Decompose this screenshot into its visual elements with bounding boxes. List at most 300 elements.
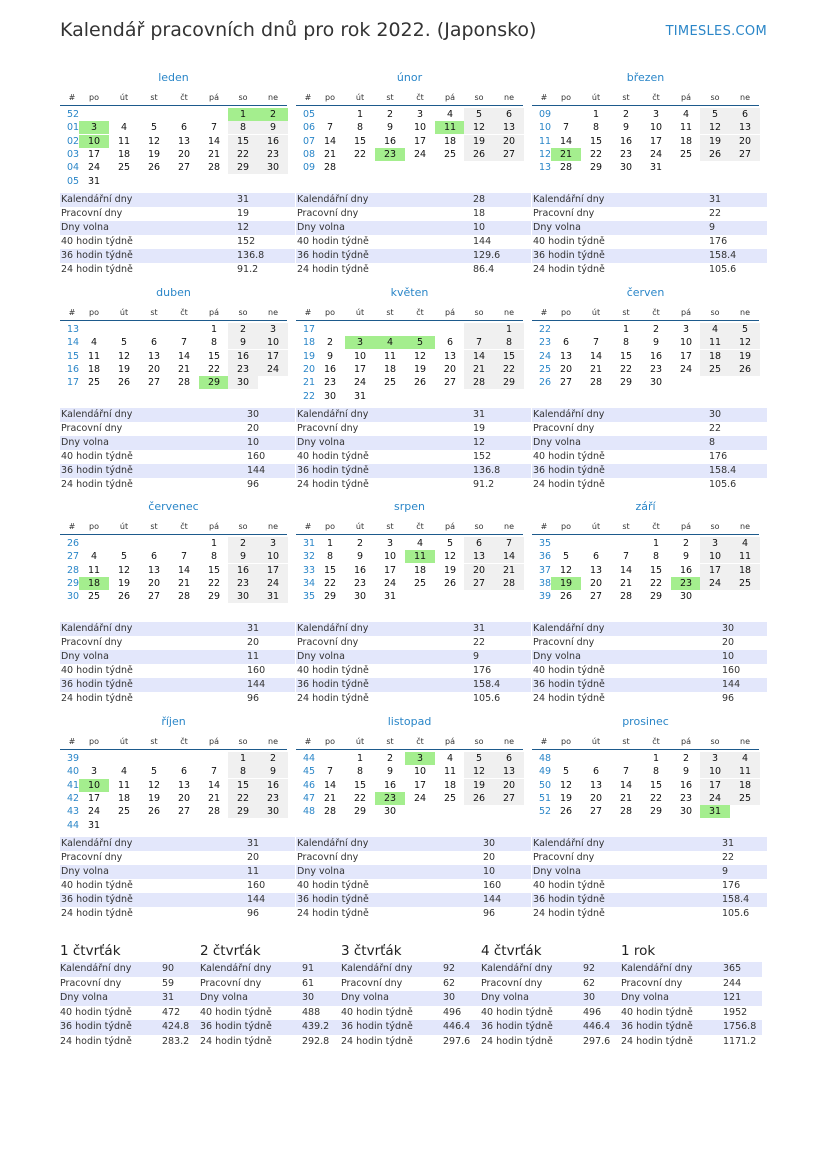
day-cell[interactable]: 28 bbox=[589, 377, 603, 389]
day-cell[interactable]: 15 bbox=[649, 564, 663, 576]
day-cell[interactable]: 27 bbox=[177, 162, 191, 174]
day-cell[interactable]: 27 bbox=[464, 577, 494, 590]
day-cell[interactable]: 29 bbox=[649, 806, 663, 818]
day-cell[interactable]: 20 bbox=[559, 363, 573, 375]
day-cell[interactable]: 24 bbox=[258, 363, 288, 376]
day-cell[interactable]: 24 bbox=[258, 577, 288, 590]
day-cell[interactable]: 3 bbox=[700, 752, 730, 765]
day-cell[interactable]: 8 bbox=[356, 122, 364, 134]
day-cell[interactable]: 22 bbox=[649, 792, 663, 804]
day-cell[interactable]: 19 bbox=[730, 350, 760, 363]
holiday-day[interactable]: 3 bbox=[79, 121, 109, 134]
day-cell[interactable]: 2 bbox=[622, 109, 630, 120]
holiday-day[interactable]: 23 bbox=[671, 577, 701, 590]
day-cell[interactable]: 10 bbox=[258, 550, 288, 563]
day-cell[interactable]: 5 bbox=[120, 551, 128, 563]
day-cell[interactable]: 6 bbox=[446, 337, 454, 349]
day-cell[interactable]: 5 bbox=[150, 122, 158, 134]
day-cell[interactable]: 15 bbox=[207, 350, 221, 362]
day-cell[interactable]: 15 bbox=[228, 135, 258, 148]
day-cell[interactable]: 2 bbox=[228, 537, 258, 550]
day-cell[interactable]: 13 bbox=[177, 779, 191, 791]
day-cell[interactable]: 22 bbox=[228, 148, 258, 161]
day-cell[interactable]: 11 bbox=[87, 564, 101, 576]
holiday-day[interactable]: 23 bbox=[375, 148, 405, 161]
day-cell[interactable]: 23 bbox=[679, 792, 693, 804]
day-cell[interactable]: 4 bbox=[90, 337, 98, 349]
day-cell[interactable]: 8 bbox=[228, 765, 258, 778]
day-cell[interactable]: 8 bbox=[494, 336, 524, 349]
day-cell[interactable]: 3 bbox=[90, 766, 98, 778]
day-cell[interactable]: 21 bbox=[177, 363, 191, 375]
day-cell[interactable]: 23 bbox=[619, 148, 633, 160]
day-cell[interactable]: 10 bbox=[700, 550, 730, 563]
holiday-day[interactable]: 4 bbox=[375, 336, 405, 349]
day-cell[interactable]: 27 bbox=[589, 591, 603, 603]
day-cell[interactable]: 29 bbox=[619, 377, 633, 389]
day-cell[interactable]: 18 bbox=[443, 135, 457, 147]
day-cell[interactable]: 16 bbox=[228, 564, 258, 577]
day-cell[interactable]: 5 bbox=[562, 766, 570, 778]
day-cell[interactable]: 18 bbox=[700, 350, 730, 363]
holiday-day[interactable]: 29 bbox=[199, 376, 229, 389]
day-cell[interactable]: 30 bbox=[619, 162, 633, 174]
day-cell[interactable]: 9 bbox=[682, 551, 690, 563]
day-cell[interactable]: 8 bbox=[210, 551, 218, 563]
day-cell[interactable]: 15 bbox=[228, 779, 258, 792]
day-cell[interactable]: 11 bbox=[117, 779, 131, 791]
day-cell[interactable]: 3 bbox=[416, 109, 424, 120]
day-cell[interactable]: 7 bbox=[180, 551, 188, 563]
day-cell[interactable]: 24 bbox=[649, 148, 663, 160]
day-cell[interactable]: 5 bbox=[120, 337, 128, 349]
holiday-day[interactable]: 3 bbox=[405, 752, 435, 765]
day-cell[interactable]: 12 bbox=[147, 779, 161, 791]
holiday-day[interactable]: 3 bbox=[345, 336, 375, 349]
day-cell[interactable]: 1 bbox=[228, 752, 258, 765]
day-cell[interactable]: 9 bbox=[228, 336, 258, 349]
day-cell[interactable]: 26 bbox=[559, 591, 573, 603]
day-cell[interactable]: 12 bbox=[413, 350, 427, 362]
day-cell[interactable]: 21 bbox=[494, 564, 524, 577]
holiday-day[interactable]: 18 bbox=[79, 577, 109, 590]
day-cell[interactable]: 30 bbox=[649, 377, 663, 389]
day-cell[interactable]: 8 bbox=[592, 122, 600, 134]
day-cell[interactable]: 22 bbox=[207, 363, 221, 375]
day-cell[interactable]: 5 bbox=[464, 752, 494, 765]
day-cell[interactable]: 20 bbox=[494, 135, 524, 148]
day-cell[interactable]: 3 bbox=[258, 537, 288, 550]
day-cell[interactable]: 21 bbox=[323, 148, 337, 160]
day-cell[interactable]: 7 bbox=[622, 551, 630, 563]
day-cell[interactable]: 6 bbox=[730, 108, 760, 121]
day-cell[interactable]: 3 bbox=[700, 537, 730, 550]
day-cell[interactable]: 25 bbox=[679, 148, 693, 160]
day-cell[interactable]: 4 bbox=[120, 122, 128, 134]
day-cell[interactable]: 27 bbox=[559, 377, 573, 389]
day-cell[interactable]: 1 bbox=[622, 324, 630, 335]
day-cell[interactable]: 24 bbox=[383, 577, 397, 589]
holiday-day[interactable]: 21 bbox=[551, 148, 581, 161]
holiday-day[interactable]: 10 bbox=[79, 135, 109, 148]
day-cell[interactable]: 13 bbox=[147, 350, 161, 362]
day-cell[interactable]: 22 bbox=[649, 577, 663, 589]
day-cell[interactable]: 24 bbox=[353, 377, 367, 389]
day-cell[interactable]: 1 bbox=[356, 109, 364, 120]
day-cell[interactable]: 8 bbox=[652, 551, 660, 563]
day-cell[interactable]: 16 bbox=[228, 350, 258, 363]
day-cell[interactable]: 29 bbox=[207, 591, 221, 603]
day-cell[interactable]: 24 bbox=[700, 577, 730, 590]
day-cell[interactable]: 16 bbox=[679, 779, 693, 791]
day-cell[interactable]: 9 bbox=[622, 122, 630, 134]
day-cell[interactable]: 7 bbox=[562, 122, 570, 134]
day-cell[interactable]: 17 bbox=[679, 350, 693, 362]
day-cell[interactable]: 14 bbox=[464, 350, 494, 363]
day-cell[interactable]: 10 bbox=[413, 766, 427, 778]
day-cell[interactable]: 11 bbox=[87, 350, 101, 362]
day-cell[interactable]: 14 bbox=[323, 779, 337, 791]
day-cell[interactable]: 7 bbox=[326, 122, 334, 134]
day-cell[interactable]: 17 bbox=[258, 350, 288, 363]
day-cell[interactable]: 15 bbox=[323, 564, 337, 576]
day-cell[interactable]: 16 bbox=[383, 779, 397, 791]
day-cell[interactable]: 24 bbox=[87, 162, 101, 174]
day-cell[interactable]: 31 bbox=[383, 591, 397, 603]
day-cell[interactable]: 28 bbox=[207, 162, 221, 174]
day-cell[interactable]: 4 bbox=[682, 109, 690, 120]
day-cell[interactable]: 5 bbox=[562, 551, 570, 563]
day-cell[interactable]: 7 bbox=[210, 122, 218, 134]
day-cell[interactable]: 30 bbox=[228, 376, 258, 389]
day-cell[interactable]: 23 bbox=[228, 577, 258, 590]
day-cell[interactable]: 1 bbox=[652, 753, 660, 764]
day-cell[interactable]: 14 bbox=[177, 564, 191, 576]
day-cell[interactable]: 23 bbox=[323, 377, 337, 389]
day-cell[interactable]: 31 bbox=[649, 162, 663, 174]
day-cell[interactable]: 6 bbox=[494, 108, 524, 121]
day-cell[interactable]: 10 bbox=[700, 765, 730, 778]
day-cell[interactable]: 29 bbox=[494, 376, 524, 389]
day-cell[interactable]: 17 bbox=[87, 148, 101, 160]
day-cell[interactable]: 17 bbox=[383, 564, 397, 576]
day-cell[interactable]: 5 bbox=[150, 766, 158, 778]
day-cell[interactable]: 26 bbox=[559, 806, 573, 818]
day-cell[interactable]: 3 bbox=[652, 109, 660, 120]
day-cell[interactable]: 9 bbox=[682, 766, 690, 778]
day-cell[interactable]: 18 bbox=[413, 564, 427, 576]
day-cell[interactable]: 25 bbox=[383, 377, 397, 389]
day-cell[interactable]: 29 bbox=[353, 806, 367, 818]
day-cell[interactable]: 1 bbox=[494, 323, 524, 336]
day-cell[interactable]: 17 bbox=[649, 135, 663, 147]
day-cell[interactable]: 16 bbox=[258, 135, 288, 148]
day-cell[interactable]: 28 bbox=[177, 591, 191, 603]
day-cell[interactable]: 13 bbox=[443, 350, 457, 362]
day-cell[interactable]: 16 bbox=[323, 363, 337, 375]
day-cell[interactable]: 25 bbox=[730, 792, 760, 805]
day-cell[interactable]: 31 bbox=[87, 819, 101, 831]
day-cell[interactable]: 24 bbox=[700, 792, 730, 805]
day-cell[interactable]: 17 bbox=[700, 779, 730, 792]
day-cell[interactable]: 19 bbox=[559, 792, 573, 804]
day-cell[interactable]: 25 bbox=[730, 577, 760, 590]
day-cell[interactable]: 8 bbox=[356, 766, 364, 778]
day-cell[interactable]: 17 bbox=[87, 792, 101, 804]
day-cell[interactable]: 10 bbox=[679, 337, 693, 349]
day-cell[interactable]: 9 bbox=[258, 121, 288, 134]
day-cell[interactable]: 29 bbox=[228, 161, 258, 174]
day-cell[interactable]: 20 bbox=[589, 792, 603, 804]
day-cell[interactable]: 25 bbox=[413, 577, 427, 589]
day-cell[interactable]: 14 bbox=[207, 135, 221, 147]
day-cell[interactable]: 1 bbox=[210, 324, 218, 335]
day-cell[interactable]: 5 bbox=[446, 538, 454, 549]
day-cell[interactable]: 19 bbox=[700, 135, 730, 148]
day-cell[interactable]: 7 bbox=[622, 766, 630, 778]
day-cell[interactable]: 9 bbox=[386, 766, 394, 778]
day-cell[interactable]: 22 bbox=[353, 792, 367, 804]
day-cell[interactable]: 6 bbox=[150, 551, 158, 563]
day-cell[interactable]: 30 bbox=[353, 591, 367, 603]
day-cell[interactable]: 23 bbox=[649, 363, 663, 375]
day-cell[interactable]: 25 bbox=[443, 792, 457, 804]
day-cell[interactable]: 8 bbox=[652, 766, 660, 778]
day-cell[interactable]: 11 bbox=[730, 550, 760, 563]
day-cell[interactable]: 16 bbox=[649, 350, 663, 362]
day-cell[interactable]: 21 bbox=[619, 577, 633, 589]
day-cell[interactable]: 26 bbox=[730, 363, 760, 376]
day-cell[interactable]: 13 bbox=[589, 779, 603, 791]
day-cell[interactable]: 2 bbox=[682, 538, 690, 549]
day-cell[interactable]: 6 bbox=[150, 337, 158, 349]
day-cell[interactable]: 21 bbox=[464, 363, 494, 376]
day-cell[interactable]: 16 bbox=[619, 135, 633, 147]
day-cell[interactable]: 3 bbox=[258, 323, 288, 336]
day-cell[interactable]: 28 bbox=[323, 806, 337, 818]
day-cell[interactable]: 10 bbox=[649, 122, 663, 134]
day-cell[interactable]: 12 bbox=[700, 121, 730, 134]
holiday-day[interactable]: 5 bbox=[405, 336, 435, 349]
day-cell[interactable]: 4 bbox=[90, 551, 98, 563]
day-cell[interactable]: 5 bbox=[730, 323, 760, 336]
holiday-day[interactable]: 31 bbox=[700, 805, 730, 818]
day-cell[interactable]: 17 bbox=[258, 564, 288, 577]
day-cell[interactable]: 4 bbox=[730, 537, 760, 550]
day-cell[interactable]: 18 bbox=[383, 363, 397, 375]
day-cell[interactable]: 12 bbox=[147, 135, 161, 147]
day-cell[interactable]: 27 bbox=[147, 591, 161, 603]
day-cell[interactable]: 14 bbox=[589, 350, 603, 362]
day-cell[interactable]: 10 bbox=[258, 336, 288, 349]
day-cell[interactable]: 28 bbox=[494, 577, 524, 590]
day-cell[interactable]: 10 bbox=[383, 551, 397, 563]
day-cell[interactable]: 23 bbox=[353, 577, 367, 589]
day-cell[interactable]: 21 bbox=[323, 792, 337, 804]
day-cell[interactable]: 25 bbox=[117, 806, 131, 818]
day-cell[interactable]: 2 bbox=[228, 323, 258, 336]
day-cell[interactable]: 25 bbox=[443, 148, 457, 160]
day-cell[interactable]: 16 bbox=[679, 564, 693, 576]
day-cell[interactable]: 23 bbox=[258, 148, 288, 161]
day-cell[interactable]: 19 bbox=[117, 577, 131, 589]
day-cell[interactable]: 21 bbox=[207, 148, 221, 160]
day-cell[interactable]: 9 bbox=[356, 551, 364, 563]
day-cell[interactable]: 18 bbox=[679, 135, 693, 147]
day-cell[interactable]: 29 bbox=[589, 162, 603, 174]
day-cell[interactable]: 1 bbox=[326, 538, 334, 549]
day-cell[interactable]: 18 bbox=[117, 792, 131, 804]
day-cell[interactable]: 20 bbox=[464, 564, 494, 577]
day-cell[interactable]: 20 bbox=[147, 577, 161, 589]
day-cell[interactable]: 19 bbox=[147, 148, 161, 160]
day-cell[interactable]: 17 bbox=[413, 779, 427, 791]
day-cell[interactable]: 13 bbox=[589, 564, 603, 576]
day-cell[interactable]: 7 bbox=[180, 337, 188, 349]
day-cell[interactable]: 21 bbox=[619, 792, 633, 804]
day-cell[interactable]: 11 bbox=[443, 766, 457, 778]
day-cell[interactable]: 19 bbox=[147, 792, 161, 804]
day-cell[interactable]: 2 bbox=[258, 752, 288, 765]
day-cell[interactable]: 12 bbox=[559, 564, 573, 576]
day-cell[interactable]: 19 bbox=[117, 363, 131, 375]
day-cell[interactable]: 16 bbox=[258, 779, 288, 792]
day-cell[interactable]: 12 bbox=[443, 551, 457, 563]
day-cell[interactable]: 31 bbox=[353, 390, 367, 402]
day-cell[interactable]: 17 bbox=[353, 363, 367, 375]
day-cell[interactable]: 12 bbox=[117, 350, 131, 362]
day-cell[interactable]: 22 bbox=[323, 577, 337, 589]
day-cell[interactable]: 9 bbox=[228, 550, 258, 563]
day-cell[interactable]: 21 bbox=[207, 792, 221, 804]
day-cell[interactable]: 22 bbox=[619, 363, 633, 375]
day-cell[interactable]: 18 bbox=[443, 779, 457, 791]
day-cell[interactable]: 16 bbox=[383, 135, 397, 147]
day-cell[interactable]: 19 bbox=[443, 564, 457, 576]
day-cell[interactable]: 24 bbox=[679, 363, 693, 375]
day-cell[interactable]: 14 bbox=[323, 135, 337, 147]
day-cell[interactable]: 19 bbox=[464, 779, 494, 792]
day-cell[interactable]: 6 bbox=[562, 337, 570, 349]
day-cell[interactable]: 18 bbox=[87, 363, 101, 375]
day-cell[interactable]: 11 bbox=[117, 135, 131, 147]
day-cell[interactable]: 9 bbox=[326, 350, 334, 362]
day-cell[interactable]: 29 bbox=[649, 591, 663, 603]
day-cell[interactable]: 20 bbox=[147, 363, 161, 375]
day-cell[interactable]: 14 bbox=[619, 779, 633, 791]
day-cell[interactable]: 14 bbox=[619, 564, 633, 576]
day-cell[interactable]: 26 bbox=[464, 148, 494, 161]
day-cell[interactable]: 4 bbox=[120, 766, 128, 778]
day-cell[interactable]: 2 bbox=[682, 753, 690, 764]
day-cell[interactable]: 5 bbox=[464, 108, 494, 121]
day-cell[interactable]: 22 bbox=[228, 792, 258, 805]
day-cell[interactable]: 11 bbox=[730, 765, 760, 778]
day-cell[interactable]: 20 bbox=[730, 135, 760, 148]
day-cell[interactable]: 9 bbox=[652, 337, 660, 349]
day-cell[interactable]: 26 bbox=[413, 377, 427, 389]
day-cell[interactable]: 10 bbox=[353, 350, 367, 362]
day-cell[interactable]: 14 bbox=[207, 779, 221, 791]
day-cell[interactable]: 30 bbox=[679, 806, 693, 818]
day-cell[interactable]: 29 bbox=[323, 591, 337, 603]
day-cell[interactable]: 11 bbox=[700, 336, 730, 349]
day-cell[interactable]: 14 bbox=[559, 135, 573, 147]
day-cell[interactable]: 3 bbox=[682, 324, 690, 335]
day-cell[interactable]: 20 bbox=[443, 363, 457, 375]
day-cell[interactable]: 2 bbox=[326, 337, 334, 349]
day-cell[interactable]: 26 bbox=[700, 148, 730, 161]
brand-link[interactable]: TIMESLES.COM bbox=[665, 24, 767, 39]
day-cell[interactable]: 21 bbox=[589, 363, 603, 375]
day-cell[interactable]: 16 bbox=[353, 564, 367, 576]
day-cell[interactable]: 26 bbox=[443, 577, 457, 589]
day-cell[interactable]: 28 bbox=[464, 376, 494, 389]
day-cell[interactable]: 15 bbox=[619, 350, 633, 362]
day-cell[interactable]: 17 bbox=[700, 564, 730, 577]
day-cell[interactable]: 7 bbox=[494, 537, 524, 550]
day-cell[interactable]: 26 bbox=[147, 162, 161, 174]
day-cell[interactable]: 2 bbox=[386, 753, 394, 764]
day-cell[interactable]: 4 bbox=[446, 109, 454, 120]
day-cell[interactable]: 18 bbox=[730, 779, 760, 792]
day-cell[interactable]: 13 bbox=[464, 550, 494, 563]
day-cell[interactable]: 30 bbox=[228, 590, 258, 603]
day-cell[interactable]: 28 bbox=[177, 377, 191, 389]
day-cell[interactable]: 1 bbox=[210, 538, 218, 549]
day-cell[interactable]: 12 bbox=[464, 121, 494, 134]
day-cell[interactable]: 9 bbox=[258, 765, 288, 778]
day-cell[interactable]: 11 bbox=[383, 350, 397, 362]
day-cell[interactable]: 20 bbox=[177, 792, 191, 804]
day-cell[interactable]: 22 bbox=[589, 148, 603, 160]
day-cell[interactable]: 21 bbox=[177, 577, 191, 589]
day-cell[interactable]: 27 bbox=[443, 377, 457, 389]
day-cell[interactable]: 27 bbox=[589, 806, 603, 818]
day-cell[interactable]: 11 bbox=[679, 122, 693, 134]
day-cell[interactable]: 7 bbox=[210, 766, 218, 778]
day-cell[interactable]: 26 bbox=[147, 806, 161, 818]
day-cell[interactable]: 30 bbox=[258, 161, 288, 174]
day-cell[interactable]: 19 bbox=[464, 135, 494, 148]
day-cell[interactable]: 22 bbox=[494, 363, 524, 376]
day-cell[interactable]: 28 bbox=[207, 806, 221, 818]
holiday-day[interactable]: 23 bbox=[375, 792, 405, 805]
day-cell[interactable]: 18 bbox=[730, 564, 760, 577]
holiday-day[interactable]: 19 bbox=[551, 577, 581, 590]
day-cell[interactable]: 13 bbox=[730, 121, 760, 134]
day-cell[interactable]: 13 bbox=[559, 350, 573, 362]
holiday-day[interactable]: 2 bbox=[258, 108, 288, 121]
day-cell[interactable]: 27 bbox=[177, 806, 191, 818]
day-cell[interactable]: 14 bbox=[177, 350, 191, 362]
day-cell[interactable]: 15 bbox=[353, 779, 367, 791]
day-cell[interactable]: 20 bbox=[589, 577, 603, 589]
day-cell[interactable]: 4 bbox=[446, 753, 454, 764]
day-cell[interactable]: 1 bbox=[592, 109, 600, 120]
day-cell[interactable]: 14 bbox=[494, 550, 524, 563]
day-cell[interactable]: 26 bbox=[464, 792, 494, 805]
day-cell[interactable]: 15 bbox=[649, 779, 663, 791]
day-cell[interactable]: 27 bbox=[494, 148, 524, 161]
day-cell[interactable]: 6 bbox=[180, 122, 188, 134]
day-cell[interactable]: 4 bbox=[416, 538, 424, 549]
day-cell[interactable]: 2 bbox=[356, 538, 364, 549]
day-cell[interactable]: 8 bbox=[326, 551, 334, 563]
day-cell[interactable]: 28 bbox=[323, 162, 337, 174]
day-cell[interactable]: 7 bbox=[326, 766, 334, 778]
day-cell[interactable]: 8 bbox=[228, 121, 258, 134]
